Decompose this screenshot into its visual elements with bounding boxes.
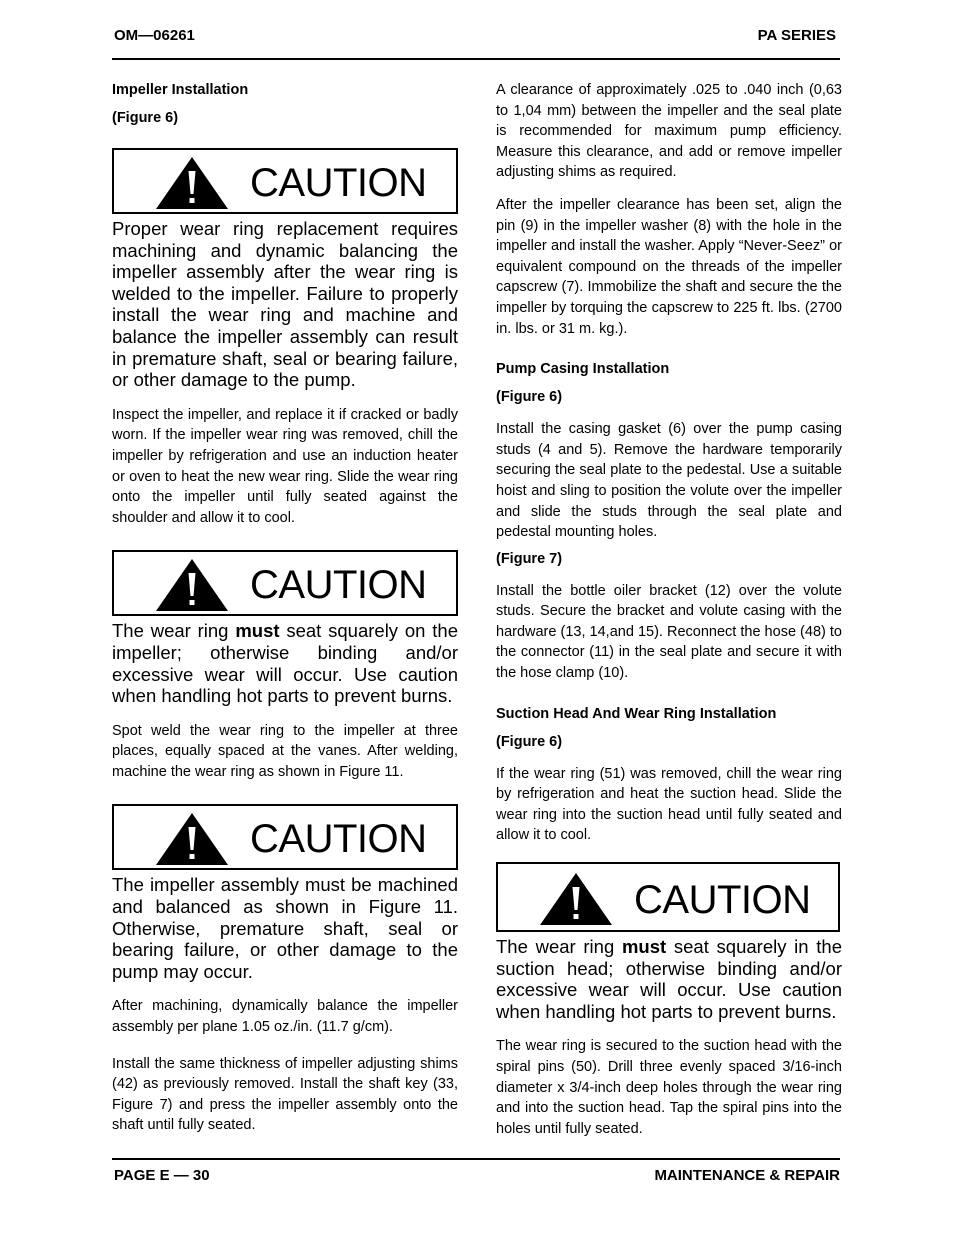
section-heading-suction-head: Suction Head And Wear Ring Installation <box>496 705 777 722</box>
left-column <box>112 80 458 1148</box>
caution-text: The wear ring must seat squarely in the suction head; otherwise binding and/or excessive wear will occur. Use caution when handling hot parts to prevent burns. <box>496 936 842 1022</box>
caution-box <box>496 862 840 932</box>
caution-box <box>112 148 458 214</box>
footer-rule <box>112 1158 840 1160</box>
caution-box <box>112 550 458 616</box>
warning-triangle-icon <box>154 557 230 613</box>
page-number: PAGE E — 30 <box>114 1167 210 1184</box>
paragraph: A clearance of approximately .025 to .040 inch (0,63 to 1,04 mm) between the impeller and the seal plate is recommended for maximum pump efficiency. Measure this clearance, and add or remove impeller adjusting shims as required. <box>496 82 842 181</box>
warning-triangle-icon <box>154 811 230 867</box>
figure-ref: (Figure 6) <box>112 110 179 126</box>
section-name: MAINTENANCE & REPAIR <box>654 1167 840 1184</box>
caution-label: CAUTION <box>250 817 427 862</box>
warning-triangle-icon <box>538 871 614 927</box>
figure-ref: (Figure 6) <box>496 733 563 750</box>
right-column <box>496 80 842 1151</box>
figure-ref: (Figure 6) <box>496 389 563 406</box>
warning-triangle-icon <box>154 155 230 211</box>
doc-number: OM—06261 <box>114 27 195 44</box>
series-name: PA SERIES <box>757 27 836 44</box>
caution-label: CAUTION <box>250 563 427 608</box>
paragraph: The wear ring is secured to the suction head with the spiral pins (50). Drill three evenly spaced 3/16-inch diameter x 3/4-inch deep holes through the wear ring and into the suction head. Tap the spiral pins into the holes until fully seated. <box>496 1038 842 1137</box>
caution-label: CAUTION <box>250 161 427 205</box>
paragraph: Inspect the impeller, and replace it if cracked or badly worn. If the impeller wear ring was removed, chill the impeller by refrigeration and use an induction heater or oven to heat the new wear ring. Slide the wear ring onto the impeller until fully seated against the shoulder and allow it to cool. <box>112 406 458 526</box>
paragraph: If the wear ring (51) was removed, chill the wear ring by refrigeration and heat the suction head. Slide the wear ring into the suction head until fully seated and allow it to cool. <box>496 765 842 844</box>
paragraph: Spot weld the wear ring to the impeller at three places, equally spaced at the vanes. After welding, machine the wear ring as shown in Figure 11. <box>112 722 458 780</box>
paragraph: Install the casing gasket (6) over the pump casing studs (4 and 5). Remove the hardware temporarily securing the seal plate to the pedestal. Use a suitable hoist and sling to position the volute over the impeller and slide the studs through the seal plate and pedestal mounting holes. <box>496 421 842 541</box>
paragraph: After the impeller clearance has been set, align the pin (9) in the impeller washer (8) with the hole in the impeller and install the washer. Apply “Never-Seez” or equivalent compound on the threads of the impeller capscrew (7). Immobilize the shaft and secure the the impeller by torquing the capscrew to 225 ft. lbs. (2700 in. lbs. or 31 m. kg.). <box>496 196 842 337</box>
caution-text: The wear ring must seat squarely on the impeller; otherwise binding and/or excessive wear will occur. Use caution when handling hot parts to prevent burns. <box>112 620 459 707</box>
figure-ref: (Figure 7) <box>496 550 563 567</box>
paragraph: Install the bottle oiler bracket (12) over the volute studs. Secure the bracket and volute casing with the hardware (13, 14,and 15). Reconnect the hose (48) to the connector (11) in the seal plate and secure it with the hose clamp (10). <box>496 582 842 682</box>
paragraph: After machining, dynamically balance the impeller assembly per plane 1.05 oz./in. (11.7 g/cm). <box>112 998 458 1036</box>
section-heading-pump-casing: Pump Casing Installation <box>496 361 670 378</box>
caution-box <box>112 804 458 870</box>
section-heading-impeller: Impeller Installation <box>112 82 249 98</box>
caution-label: CAUTION <box>634 878 811 923</box>
paragraph: Install the same thickness of impeller adjusting shims (42) as previously removed. Install the shaft key (33, Figure 7) and press the impeller assembly onto the shaft until fully seated. <box>112 1055 458 1134</box>
header-rule <box>112 58 840 60</box>
caution-text: The impeller assembly must be machined and balanced as shown in Figure 11. Otherwise, premature shaft, seal or bearing failure, or other damage to the pump may occur. <box>112 874 458 982</box>
caution-text: Proper wear ring replacement requires machining and dynamic balancing the impeller assembly after the wear ring is welded to the impeller. Failure to properly install the wear ring and machine and balance the impeller assembly can result in premature shaft, seal or bearing failure, or other damage to the pump. <box>112 218 458 391</box>
